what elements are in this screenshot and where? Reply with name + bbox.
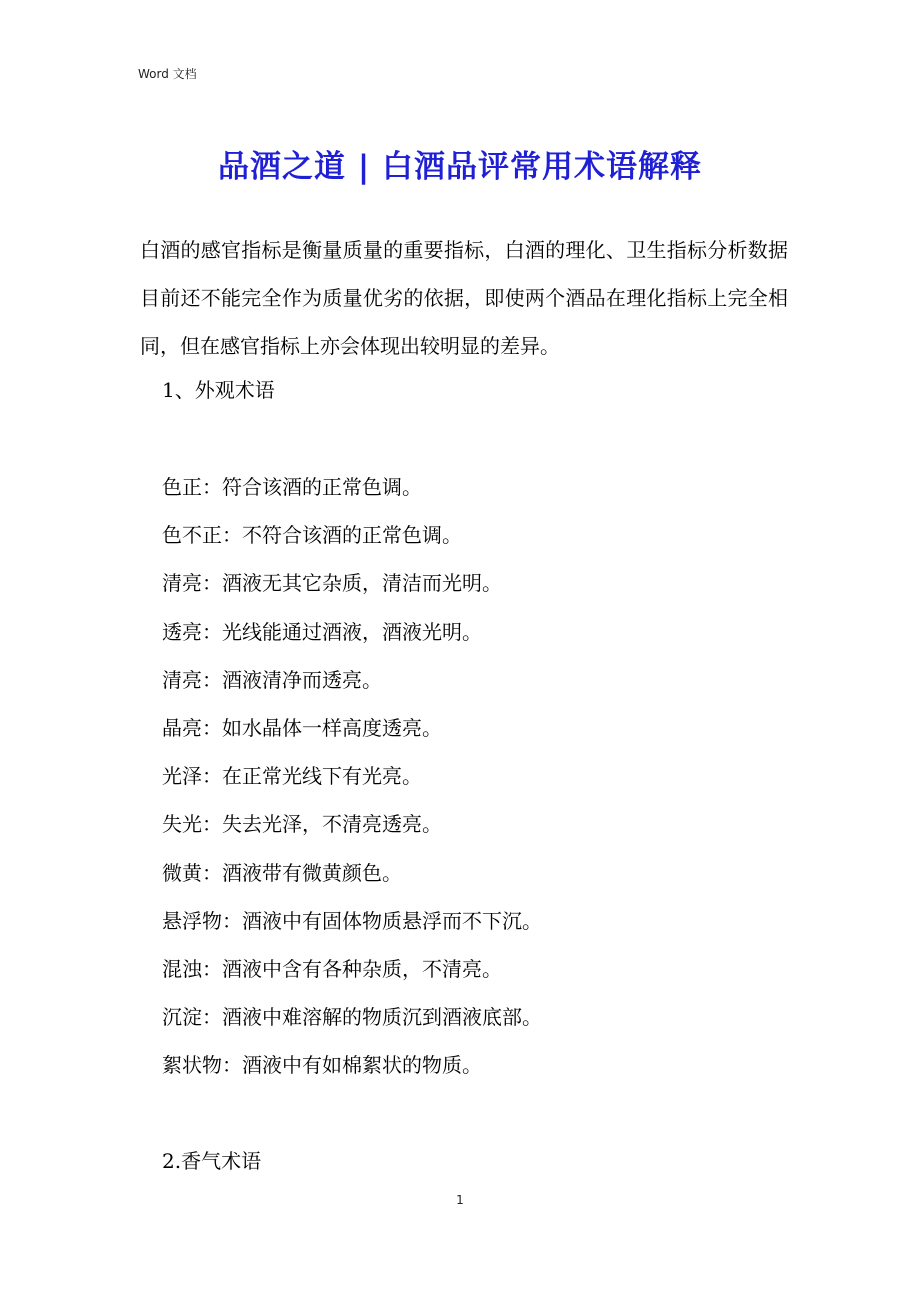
term-item: 透亮：光线能通过酒液，酒液光明。: [162, 619, 482, 644]
term-item: 清亮：酒液清净而透亮。: [162, 667, 382, 692]
intro-paragraph: 白酒的感官指标是衡量质量的重要指标，白酒的理化、卫生指标分析数据目前还不能完全作为质量优劣的依据，即使两个酒品在理化指标上完全相同，但在感官指标上亦会体现出较明显的差异。: [140, 238, 788, 358]
appearance-terms-list: [162, 472, 542, 1098]
term-item: 色正：符合该酒的正常色调。: [162, 475, 422, 499]
term-item: 清亮：酒液无其它杂质，清洁而光明。: [162, 571, 502, 596]
section-heading-appearance: 1、外观术语: [162, 378, 275, 402]
term-item: 絮状物：酒液中有如棉絮状的物质。: [162, 1053, 482, 1078]
section-heading-aroma: 2.香气术语: [162, 1149, 262, 1173]
term-item: 色不正：不符合该酒的正常色调。: [162, 523, 462, 548]
term-item: 混浊：酒液中含有各种杂质，不清亮。: [162, 956, 502, 981]
term-item: 光泽：在正常光线下有光亮。: [162, 764, 422, 789]
header-label: Word 文档: [138, 67, 197, 81]
term-item: 晶亮：如水晶体一样高度透亮。: [162, 715, 442, 740]
term-item: 沉淀：酒液中难溶解的物质沉到酒液底部。: [162, 1005, 542, 1030]
term-item: 失光：失去光泽，不清亮透亮。: [162, 812, 442, 837]
document-title: 品酒之道 | 白酒品评常用术语解释: [218, 149, 702, 185]
term-item: 悬浮物：酒液中有固体物质悬浮而不下沉。: [162, 908, 542, 933]
term-item: 微黄：酒液带有微黄颜色。: [162, 860, 402, 885]
page-number: 1: [456, 1193, 464, 1207]
